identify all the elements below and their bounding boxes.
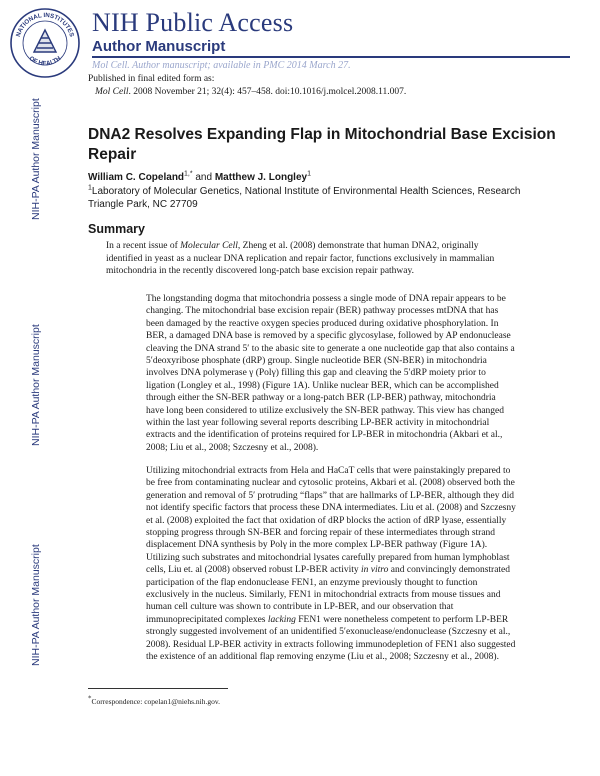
author-1-affiliation-marker: 1,*	[184, 170, 193, 178]
availability-text: Author manuscript; available in PMC 2014 March 27.	[129, 60, 351, 71]
availability-note	[92, 60, 351, 72]
para-2-part-c: FEN1 were nonetheless competent to perform LP-BER strongly suggested involvement of an unidentified 5′exonuclease/endonuclease (Szczesny et al., 2008). Residual LP-BER activity in extracts following immunodepletion of FEN1 also suggested the existence of an additional flap removing enzyme (Liu et al., 2008; Szczesny et al., 2008).	[146, 614, 516, 663]
seal-text-bottom: OF HEALTH	[27, 55, 63, 68]
author-1: William C. Copeland	[88, 172, 185, 183]
sidebar-label-1: NIH-PA Author Manuscript	[30, 98, 42, 220]
affiliation-text: Laboratory of Molecular Genetics, National Institute of Environmental Health Sciences, Research Triangle Park, NC 27709	[88, 186, 521, 210]
affiliation-marker: 1	[88, 184, 92, 192]
seal-text-top: NATIONAL INSTITUTES	[14, 11, 76, 38]
svg-text:OF HEALTH	[28, 55, 63, 67]
citation-journal: Mol Cell	[95, 87, 129, 97]
nih-seal-logo	[8, 6, 82, 80]
para-2-part-a: Utilizing mitochondrial extracts from Hela and HaCaT cells that were painstakingly prepared to be free from contaminating nuclear and cytosolic proteins, Akbari et al. (2008) observed both the generation and removal of 5′ protruding “flaps” that are hallmarks of LP-BER, although they did not identify specific factors that process these DNA intermediates. Liu et al. (2008) and Szczesny et al. (2008) exploited the fact that oxidation of dRP blocks the action of dRP lyase, essentially stopping progress through SN-BER and forcing repair of these intermediates through strand displacement DNA synthesis by Polγ in the more complex LP-BER pathway (Figure 1A). Utilizing such substrates and mitochondrial lysates carefully prepared from human lymphoblast cells, Liu et. al (2008) observed robust LP-BER activity	[146, 466, 516, 576]
summary-journal: Molecular Cell	[180, 241, 238, 251]
summary-text	[106, 240, 506, 278]
footnote-marker: *	[88, 694, 92, 703]
summary-text-a: In a recent issue of	[106, 241, 181, 251]
author-2: Matthew J. Longley	[214, 172, 308, 183]
body-paragraph-2	[146, 465, 516, 664]
para-2-italic-1: in vitro	[361, 565, 389, 576]
article-title: DNA2 Resolves Expanding Flap in Mitochondrial Base Excision Repair	[88, 126, 556, 163]
para-2-part-b: and convincingly demonstrated participation of the flap endonuclease FEN1, an enzyme previously thought to function exclusively in the nucleus. Similarly, FEN1 in mitochondrial extracts from mouse tissues and human cell culture was shown to contribute in LP-BER, and our observation that immunoprecipitated complexes	[146, 565, 511, 625]
correspondence-email[interactable]: Correspondence: copelan1@niehs.nih.gov.	[91, 697, 220, 706]
author-2-affiliation-marker: 1	[307, 170, 311, 178]
eagle-profile-icon	[34, 30, 56, 52]
affiliation	[88, 185, 558, 211]
author-list	[88, 172, 311, 184]
sidebar-label-2: NIH-PA Author Manuscript	[30, 324, 42, 446]
para-2-italic-2: lacking	[267, 614, 296, 625]
author-conjunction: and	[192, 172, 215, 183]
nih-public-access-title: NIH Public Access	[92, 8, 294, 37]
summary-heading: Summary	[88, 222, 145, 236]
author-manuscript-label: Author Manuscript	[92, 38, 226, 55]
sidebar-label-3: NIH-PA Author Manuscript	[30, 544, 42, 666]
header-divider	[92, 56, 570, 58]
publication-heading: Published in final edited form as:	[88, 74, 215, 84]
body-paragraph-1: The longstanding dogma that mitochondria possess a single mode of DNA repair appears to be changing. The mitochondrial base excision repair (BER) pathway processes mtDNA that has been damaged by the reactive oxygen species produced during oxidative phosphorylation. In BER, a damaged DNA base is removed by a specific glycosylase, followed by AP endonuclease cleaving the DNA strand 5′ to the abasic site to generate a one nucleotide gap that also contains a 5′deoxyribose phosphate (dRP) group. Single nucleotide BER (SN-BER) in mitochondria involves DNA polymerase γ (Polγ) filling this gap and cleaving the 5′dRP moiety prior to ligation (Longley et al., 1998) (Figure 1A). Unlike nuclear BER, which can be accomplished through either the SN-BER pathway or a long-patch BER (LP-BER) pathway, mitochondria have long been considered to utilize exclusively the SN-BER pathway. This view has changed within the last year following several reports describing LP-BER activity in mitochondrial extracts and the identification of proteins required for LP-BER in mitochondria (Akbari et al., 2008; Liu et al., 2008; Szczesny et al., 2008).	[146, 294, 515, 453]
citation-details: . 2008 November 21; 32(4): 457–458. doi:10.1016/j.molcel.2008.11.007.	[128, 87, 407, 97]
summary-text-b: , Zheng et al. (2008) demonstrate that human DNA2, originally identified in yeast as a nuclear DNA replication and repair factor, functions exclusively in mammalian mitochondria in the recently discovered long-patch base excision repair pathway.	[106, 241, 495, 276]
footnote-divider	[88, 688, 228, 689]
footnote	[88, 694, 220, 706]
publication-citation	[95, 87, 406, 98]
availability-journal: Mol Cell.	[92, 60, 130, 71]
